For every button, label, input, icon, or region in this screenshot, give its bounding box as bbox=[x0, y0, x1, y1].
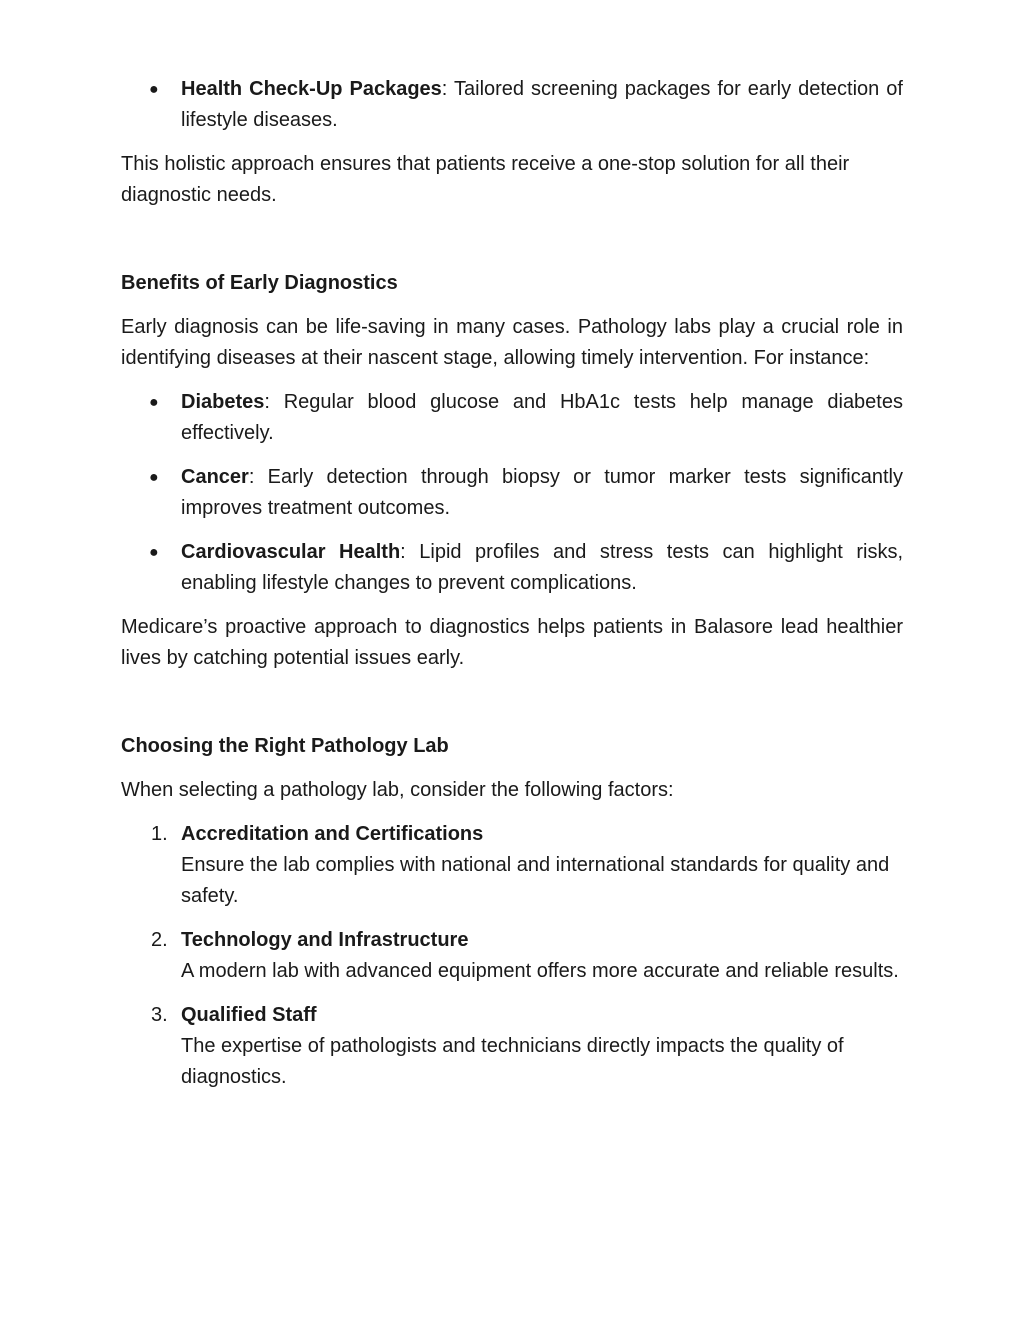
item-text: : Regular blood glucose and HbA1c tests help manage diabetes effectively. bbox=[181, 391, 903, 444]
holistic-paragraph: This holistic approach ensures that patients receive a one-stop solution for all their diagnostic needs. bbox=[121, 153, 850, 206]
bullet-icon: ● bbox=[149, 544, 159, 561]
item-text: A modern lab with advanced equipment offers more accurate and reliable results. bbox=[181, 960, 899, 982]
choosing-intro: When selecting a pathology lab, consider the following factors: bbox=[121, 779, 674, 801]
item-text: : Tailored screening packages for early detection of lifestyle diseases. bbox=[181, 78, 903, 131]
list-item bbox=[121, 387, 903, 449]
item-title: Qualified Staff bbox=[181, 1004, 317, 1026]
services-list bbox=[121, 74, 903, 136]
benefits-closing: Medicare’s proactive approach to diagnostics helps patients in Balasore lead healthier lives by catching potential issues early. bbox=[121, 616, 903, 669]
item-text: The expertise of pathologists and technicians directly impacts the quality of diagnostics. bbox=[181, 1035, 844, 1088]
benefits-heading: Benefits of Early Diagnostics bbox=[121, 272, 398, 294]
item-title: Accreditation and Certifications bbox=[181, 823, 484, 845]
factors-list bbox=[121, 819, 903, 1093]
bullet-icon: ● bbox=[149, 394, 159, 411]
list-number: 3. bbox=[151, 1004, 168, 1026]
item-title: Cancer bbox=[181, 466, 249, 488]
item-title: Technology and Infrastructure bbox=[181, 929, 469, 951]
list-item bbox=[121, 537, 903, 599]
list-item bbox=[121, 819, 903, 912]
list-number: 1. bbox=[151, 823, 168, 845]
bullet-icon: ● bbox=[149, 469, 159, 486]
list-item bbox=[121, 74, 903, 136]
benefits-list bbox=[121, 387, 903, 599]
list-item bbox=[121, 925, 903, 987]
item-title: Diabetes bbox=[181, 391, 265, 413]
list-item bbox=[121, 1000, 903, 1093]
list-number: 2. bbox=[151, 929, 168, 951]
item-title: Cardiovascular Health bbox=[181, 541, 401, 563]
benefits-intro: Early diagnosis can be life-saving in many cases. Pathology labs play a crucial role in identifying diseases at their nascent stage, allowing timely intervention. For instance: bbox=[121, 316, 903, 369]
item-text: : Early detection through biopsy or tumor marker tests significantly improves treatment outcomes. bbox=[181, 466, 903, 519]
list-item bbox=[121, 462, 903, 524]
item-text: : Lipid profiles and stress tests can highlight risks, enabling lifestyle changes to prevent complications. bbox=[181, 541, 903, 594]
choosing-heading: Choosing the Right Pathology Lab bbox=[121, 735, 449, 757]
bullet-icon: ● bbox=[149, 81, 159, 98]
document-page bbox=[121, 74, 903, 1093]
item-text: Ensure the lab complies with national and international standards for quality and safety. bbox=[181, 854, 890, 907]
item-title: Health Check-Up Packages bbox=[181, 78, 442, 100]
